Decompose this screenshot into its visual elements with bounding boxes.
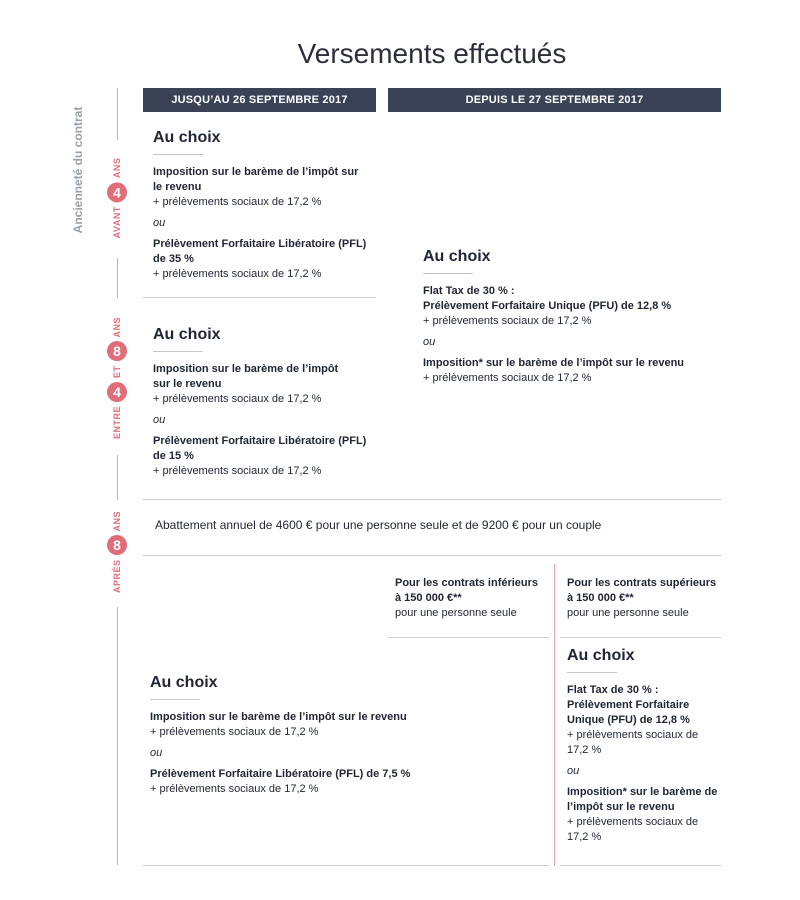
period-mid: ET [112, 364, 122, 378]
side-label [58, 100, 98, 240]
period-prefix: ENTRE [112, 405, 122, 439]
option-sub: + prélèvements sociaux de 17,2 % [567, 816, 699, 843]
option-title: Imposition sur le barème de l’impôt sur le revenu [153, 363, 339, 390]
divider [560, 637, 721, 638]
au-choix-heading: Au choix [153, 129, 221, 146]
contrats-inferieurs [395, 576, 545, 621]
option-sub: + prélèvements sociaux de 17,2 % [153, 465, 322, 477]
au-choix-heading: Au choix [153, 326, 221, 343]
ou-separator: ou [150, 747, 163, 759]
block-avant-left [153, 128, 368, 282]
divider [153, 351, 203, 352]
timeline-line [117, 88, 118, 140]
header-right: DEPUIS LE 27 SEPTEMBRE 2017 [388, 88, 721, 112]
ou-separator: ou [567, 765, 580, 777]
option-title: Prélèvement Forfaitaire Libératoire (PFL) de 35 % [153, 238, 367, 265]
abattement-text: Abattement annuel de 4600 € pour une personne seule et de 9200 € pour un couple [155, 518, 602, 532]
option-title: Flat Tax de 30 % : [423, 285, 515, 297]
side-label-text: Ancienneté du contrat [71, 106, 85, 234]
page-title: Versements effectués [297, 38, 567, 69]
period-prefix: AVANT [112, 205, 122, 238]
contrats-title: Pour les contrats inférieurs à 150 000 €** [395, 577, 539, 604]
period-number-badge: 4 [107, 382, 127, 402]
option-title: Prélèvement Forfaitaire Unique (PFU) de 12,8 % [423, 300, 672, 312]
period-apres [96, 502, 138, 602]
option-title: Prélèvement Forfaitaire Libératoire (PFL) de 7,5 % [150, 768, 411, 780]
divider [388, 637, 549, 638]
column-separator [554, 564, 555, 866]
ou-separator: ou [153, 217, 166, 229]
timeline-line [117, 455, 118, 500]
option-sub: + prélèvements sociaux de 17,2 % [153, 393, 322, 405]
contrats-sub: pour une personne seule [567, 607, 689, 619]
period-entre [96, 305, 138, 450]
block-entre-left [153, 325, 373, 479]
contrats-title: Pour les contrats supérieurs à 150 000 €** [567, 577, 717, 604]
period-suffix: ANS [112, 510, 122, 532]
block-right-main [423, 247, 713, 386]
block-apres-right [567, 646, 719, 845]
option-title: Imposition* sur le barème de l’impôt sur le revenu [567, 786, 718, 813]
divider [143, 297, 376, 298]
option-sub: + prélèvements sociaux de 17,2 % [153, 196, 322, 208]
period-number-badge: 4 [107, 182, 127, 202]
ou-separator: ou [153, 414, 166, 426]
contrats-sub: pour une personne seule [395, 607, 517, 619]
option-title: Flat Tax de 30 % : Prélèvement Forfaitaire Unique (PFU) de 12,8 % [567, 684, 690, 726]
timeline-line [117, 607, 118, 865]
option-sub: + prélèvements sociaux de 17,2 % [153, 268, 322, 280]
timeline-line [117, 258, 118, 298]
period-avant [96, 145, 138, 250]
au-choix-heading: Au choix [423, 248, 491, 265]
period-number-badge: 8 [107, 341, 127, 361]
divider [423, 273, 473, 274]
option-sub: + prélèvements sociaux de 17,2 % [423, 372, 592, 384]
option-sub: + prélèvements sociaux de 17,2 % [150, 783, 319, 795]
divider [560, 865, 721, 866]
option-sub: + prélèvements sociaux de 17,2 % [567, 729, 699, 756]
ou-separator: ou [423, 336, 436, 348]
au-choix-heading: Au choix [150, 674, 218, 691]
period-suffix: ANS [112, 316, 122, 337]
divider [143, 865, 549, 866]
option-sub: + prélèvements sociaux de 17,2 % [423, 315, 592, 327]
divider [567, 672, 617, 673]
divider [153, 154, 203, 155]
divider [143, 555, 721, 556]
divider [143, 499, 721, 500]
contrats-superieurs [567, 576, 717, 621]
option-title: Imposition sur le barème de l’impôt sur le revenu [150, 711, 407, 723]
divider [150, 699, 200, 700]
period-suffix: ANS [112, 157, 122, 178]
period-number-badge: 8 [107, 536, 127, 556]
period-prefix: APRÈS [112, 559, 122, 594]
option-title: Prélèvement Forfaitaire Libératoire (PFL) de 15 % [153, 435, 367, 462]
au-choix-heading: Au choix [567, 647, 635, 664]
option-title: Imposition sur le barème de l’impôt sur le revenu [153, 166, 359, 193]
block-apres-left [150, 673, 450, 797]
header-left: JUSQU’AU 26 SEPTEMBRE 2017 [143, 88, 376, 112]
option-title: Imposition* sur le barème de l’impôt sur le revenu [423, 357, 685, 369]
option-sub: + prélèvements sociaux de 17,2 % [150, 726, 319, 738]
